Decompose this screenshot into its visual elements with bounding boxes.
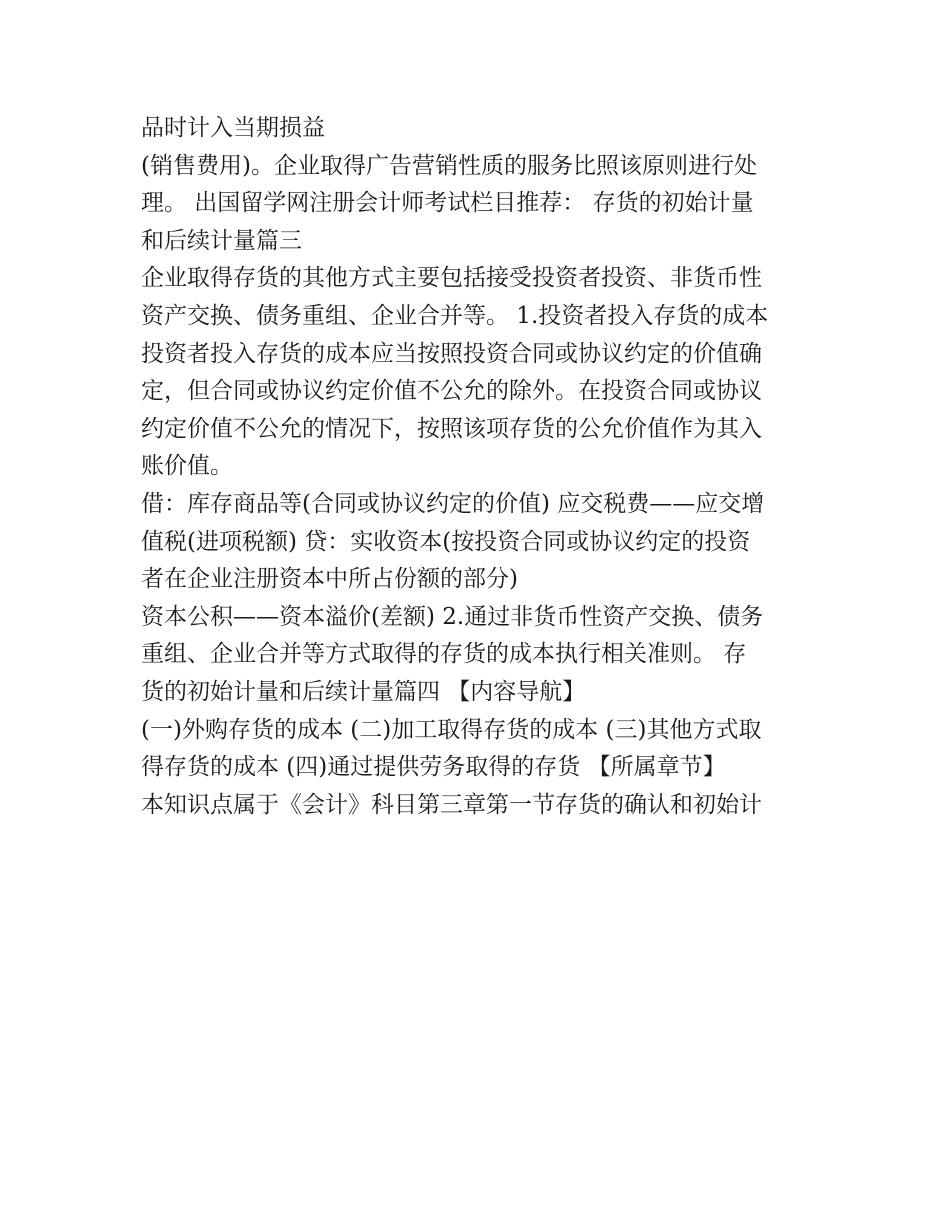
text-line: 值税(进项税额) 贷：实收资本(按投资合同或协议约定的投资: [141, 528, 751, 555]
text-line: 货的初始计量和后续计量篇四 【内容导航】: [141, 678, 586, 705]
text-line: 资本公积——资本溢价(差额) 2.通过非货币性资产交换、债务: [141, 603, 764, 630]
text-line: 投资者投入存货的成本应当按照投资合同或协议约定的价值确: [141, 340, 762, 367]
text-line: 借：库存商品等(合同或协议约定的价值) 应交税费——应交增: [141, 490, 765, 517]
text-line: 约定价值不公允的情况下，按照该项存货的公允价值作为其入: [141, 415, 762, 442]
text-line: 资产交换、债务重组、企业合并等。 1.投资者投入存货的成本: [141, 302, 769, 329]
text-line: 本知识点属于《会计》科目第三章第一节存货的确认和初始计: [141, 791, 762, 818]
text-line: 定，但合同或协议约定价值不公允的除外。在投资合同或协议: [141, 378, 762, 405]
text-line: 和后续计量篇三: [141, 227, 302, 254]
text-line: 得存货的成本 (四)通过提供劳务取得的存货 【所属章节】: [141, 754, 726, 781]
text-line: 者在企业注册资本中所占份额的部分): [141, 566, 518, 593]
text-line: 企业取得存货的其他方式主要包括接受投资者投资、非货币性: [141, 265, 762, 292]
text-line: (销售费用)。企业取得广告营销性质的服务比照该原则进行处: [141, 152, 757, 179]
text-line: 理。 出国留学网注册会计师考试栏目推荐： 存货的初始计量: [141, 190, 754, 217]
text-line: (一)外购存货的成本 (二)加工取得存货的成本 (三)其他方式取: [141, 716, 762, 743]
text-line: 重组、企业合并等方式取得的存货的成本执行相关准则。 存: [141, 641, 747, 668]
document-body-text: [141, 110, 821, 824]
text-line: 品时计入当期损益: [141, 115, 325, 141]
text-line: 账价值。: [141, 453, 233, 480]
